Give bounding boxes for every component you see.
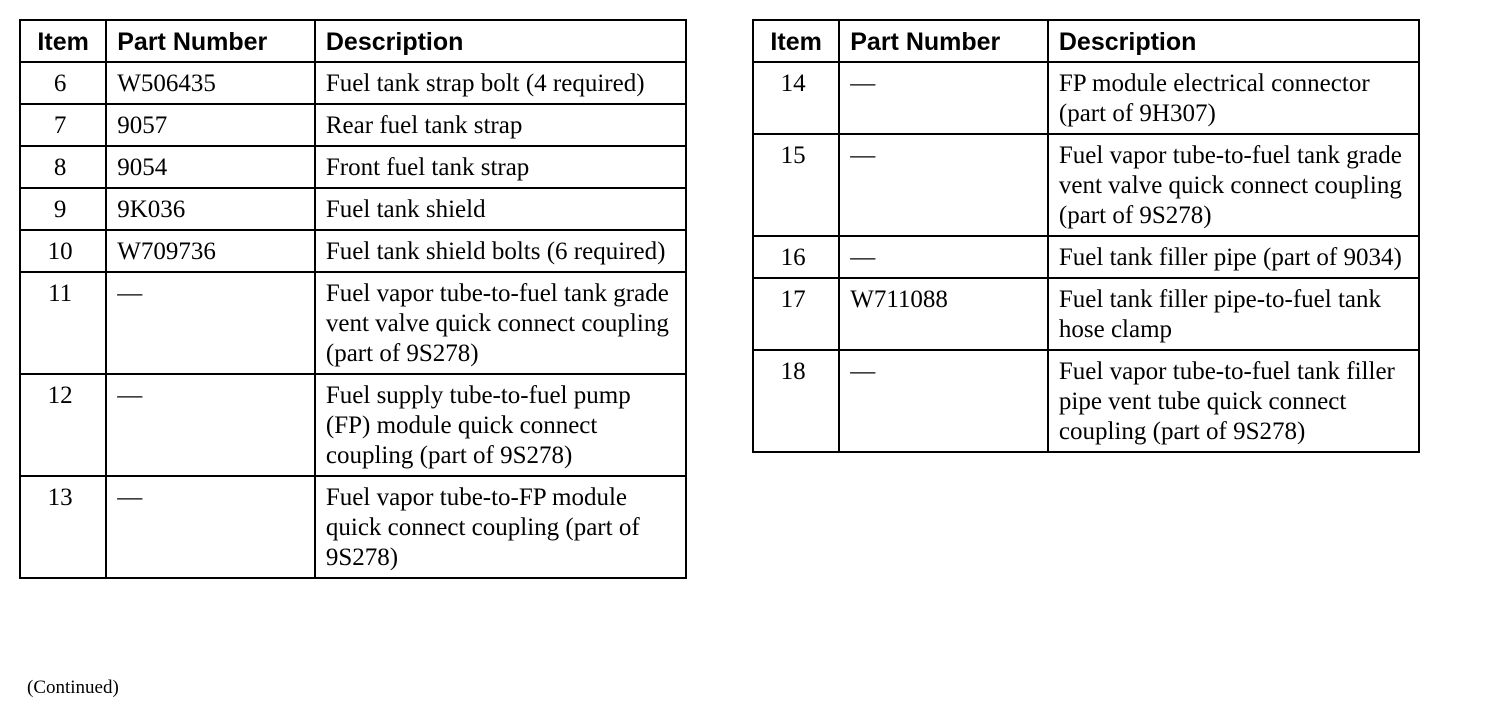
item-number: 17 bbox=[753, 278, 839, 350]
table-row bbox=[20, 230, 686, 272]
part-number: W506435 bbox=[106, 62, 315, 104]
table-row bbox=[20, 374, 686, 476]
table-row bbox=[753, 236, 1419, 278]
item-number: 14 bbox=[753, 62, 839, 134]
continued-note: (Continued) bbox=[27, 677, 119, 698]
description: Fuel supply tube-to-fuel pump (FP) module quick connect coupling (part of 9S278) bbox=[315, 374, 686, 476]
item-number: 16 bbox=[753, 236, 839, 278]
part-number: — bbox=[106, 272, 315, 374]
table-row bbox=[20, 104, 686, 146]
part-number: — bbox=[839, 350, 1048, 452]
description-column-header: Description bbox=[1048, 20, 1419, 62]
description: Fuel tank filler pipe-to-fuel tank hose clamp bbox=[1048, 278, 1419, 350]
part-number: 9K036 bbox=[106, 188, 315, 230]
description: Fuel vapor tube-to-fuel tank grade vent valve quick connect coupling (part of 9S278) bbox=[1048, 134, 1419, 236]
part-number: 9054 bbox=[106, 146, 315, 188]
table-row bbox=[20, 188, 686, 230]
part-number: — bbox=[839, 62, 1048, 134]
part-number: — bbox=[839, 134, 1048, 236]
description: Rear fuel tank strap bbox=[315, 104, 686, 146]
item-number: 10 bbox=[20, 230, 106, 272]
item-number: 6 bbox=[20, 62, 106, 104]
part-number: — bbox=[106, 476, 315, 578]
description: Front fuel tank strap bbox=[315, 146, 686, 188]
parts-table-left bbox=[19, 19, 687, 579]
part-number: W709736 bbox=[106, 230, 315, 272]
part-number: — bbox=[106, 374, 315, 476]
description: Fuel tank filler pipe (part of 9034) bbox=[1048, 236, 1419, 278]
part-number-column-header: Part Number bbox=[839, 20, 1048, 62]
table-row bbox=[753, 278, 1419, 350]
part-number: W711088 bbox=[839, 278, 1048, 350]
part-number: 9057 bbox=[106, 104, 315, 146]
table-row bbox=[20, 146, 686, 188]
item-number: 18 bbox=[753, 350, 839, 452]
item-number: 13 bbox=[20, 476, 106, 578]
description: Fuel vapor tube-to-fuel tank grade vent valve quick connect coupling (part of 9S278) bbox=[315, 272, 686, 374]
description: FP module electrical connector (part of 9H307) bbox=[1048, 62, 1419, 134]
item-number: 11 bbox=[20, 272, 106, 374]
item-number: 7 bbox=[20, 104, 106, 146]
part-number: — bbox=[839, 236, 1048, 278]
item-number: 9 bbox=[20, 188, 106, 230]
table-row bbox=[20, 272, 686, 374]
description: Fuel tank shield bbox=[315, 188, 686, 230]
item-column-header: Item bbox=[753, 20, 839, 62]
parts-table-right bbox=[752, 19, 1420, 453]
item-number: 8 bbox=[20, 146, 106, 188]
description: Fuel tank shield bolts (6 required) bbox=[315, 230, 686, 272]
description: Fuel tank strap bolt (4 required) bbox=[315, 62, 686, 104]
description-column-header: Description bbox=[315, 20, 686, 62]
table-header-row bbox=[20, 20, 686, 62]
table-row bbox=[20, 62, 686, 104]
item-number: 15 bbox=[753, 134, 839, 236]
table-row bbox=[753, 350, 1419, 452]
description: Fuel vapor tube-to-fuel tank filler pipe vent tube quick connect coupling (part of 9S278) bbox=[1048, 350, 1419, 452]
item-number: 12 bbox=[20, 374, 106, 476]
item-column-header: Item bbox=[20, 20, 106, 62]
description: Fuel vapor tube-to-FP module quick connect coupling (part of 9S278) bbox=[315, 476, 686, 578]
part-number-column-header: Part Number bbox=[106, 20, 315, 62]
table-header-row bbox=[753, 20, 1419, 62]
table-row bbox=[753, 134, 1419, 236]
table-row bbox=[753, 62, 1419, 134]
table-row bbox=[20, 476, 686, 578]
